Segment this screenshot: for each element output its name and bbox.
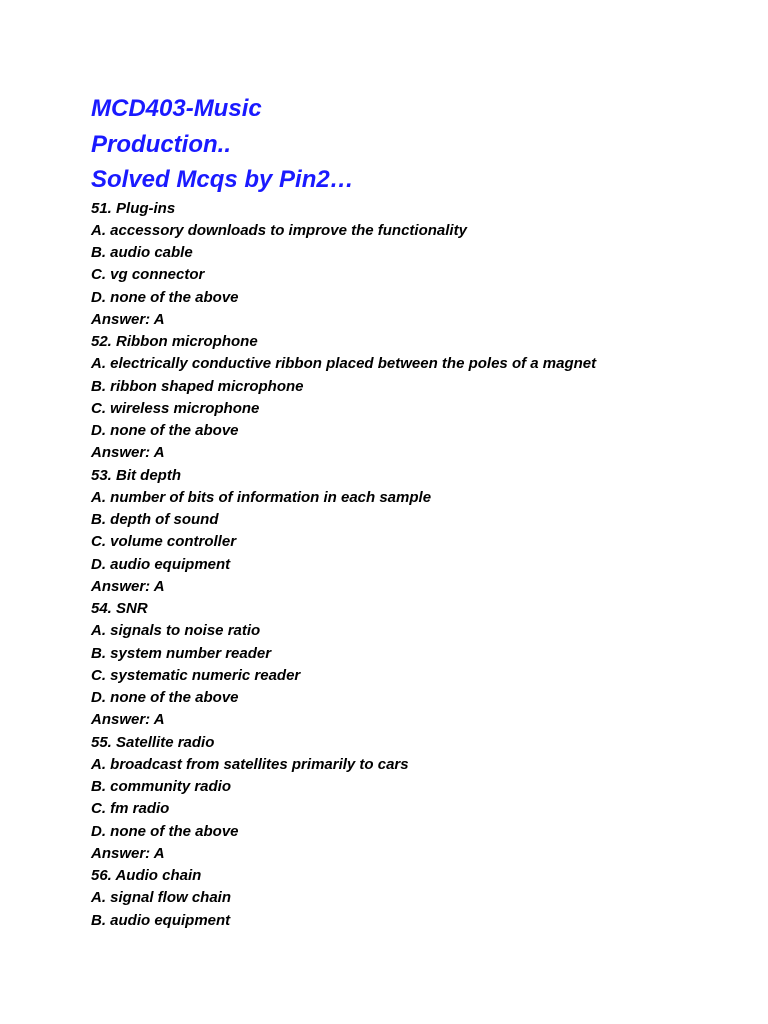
- option-d: D. audio equipment: [91, 555, 231, 573]
- option-d: D. none of the above: [91, 822, 239, 840]
- option-c: C. vg connector: [91, 266, 205, 284]
- answer-text: Answer: A: [91, 310, 165, 328]
- question-text: 56. Audio chain: [91, 867, 202, 884]
- answer-text: Answer: A: [91, 844, 165, 862]
- option-c: C. wireless microphone: [91, 399, 260, 417]
- option-b: B. audio equipment: [91, 911, 231, 929]
- mcq-item-54: [91, 598, 751, 732]
- title-line-3: Solved Mcqs by Pin2…: [91, 166, 354, 193]
- mcq-item-55: [91, 732, 751, 866]
- option-d: D. none of the above: [91, 689, 239, 706]
- option-b: B. community radio: [91, 778, 232, 795]
- question-text: 53. Bit depth: [91, 466, 182, 484]
- option-a: A. accessory downloads to improve the functionality: [91, 221, 467, 239]
- title-line-1: MCD403-Music: [91, 95, 262, 122]
- option-b: B. depth of sound: [91, 511, 219, 528]
- option-d: D. none of the above: [91, 422, 239, 439]
- option-a: A. electrically conductive ribbon placed between the poles of a magnet: [91, 355, 597, 373]
- mcq-list: [91, 198, 751, 932]
- document-title: [91, 91, 751, 198]
- option-c: C. systematic numeric reader: [91, 666, 301, 684]
- mcq-item-52: [91, 331, 751, 465]
- document-page: [91, 91, 751, 932]
- question-text: 52. Ribbon microphone: [91, 333, 258, 350]
- option-a: A. signals to noise ratio: [91, 622, 261, 640]
- answer-text: Answer: A: [91, 711, 165, 729]
- option-d: D. none of the above: [91, 288, 239, 306]
- option-b: B. audio cable: [91, 244, 193, 261]
- mcq-item-53: [91, 465, 751, 599]
- option-b: B. ribbon shaped microphone: [91, 377, 304, 395]
- title-line-2: Production..: [91, 130, 231, 158]
- option-a: A. broadcast from satellites primarily to cars: [91, 755, 409, 773]
- mcq-item-51: [91, 198, 751, 332]
- option-c: C. volume controller: [91, 533, 237, 551]
- answer-text: Answer: A: [91, 577, 165, 595]
- option-b: B. system number reader: [91, 644, 272, 662]
- option-c: C. fm radio: [91, 800, 170, 818]
- mcq-item-56: [91, 865, 751, 932]
- question-text: 55. Satellite radio: [91, 733, 215, 751]
- question-text: 51. Plug-ins: [91, 199, 176, 217]
- option-a: A. number of bits of information in each sample: [91, 488, 432, 506]
- question-text: 54. SNR: [91, 600, 148, 617]
- option-a: A. signal flow chain: [91, 889, 232, 907]
- answer-text: Answer: A: [91, 444, 165, 462]
